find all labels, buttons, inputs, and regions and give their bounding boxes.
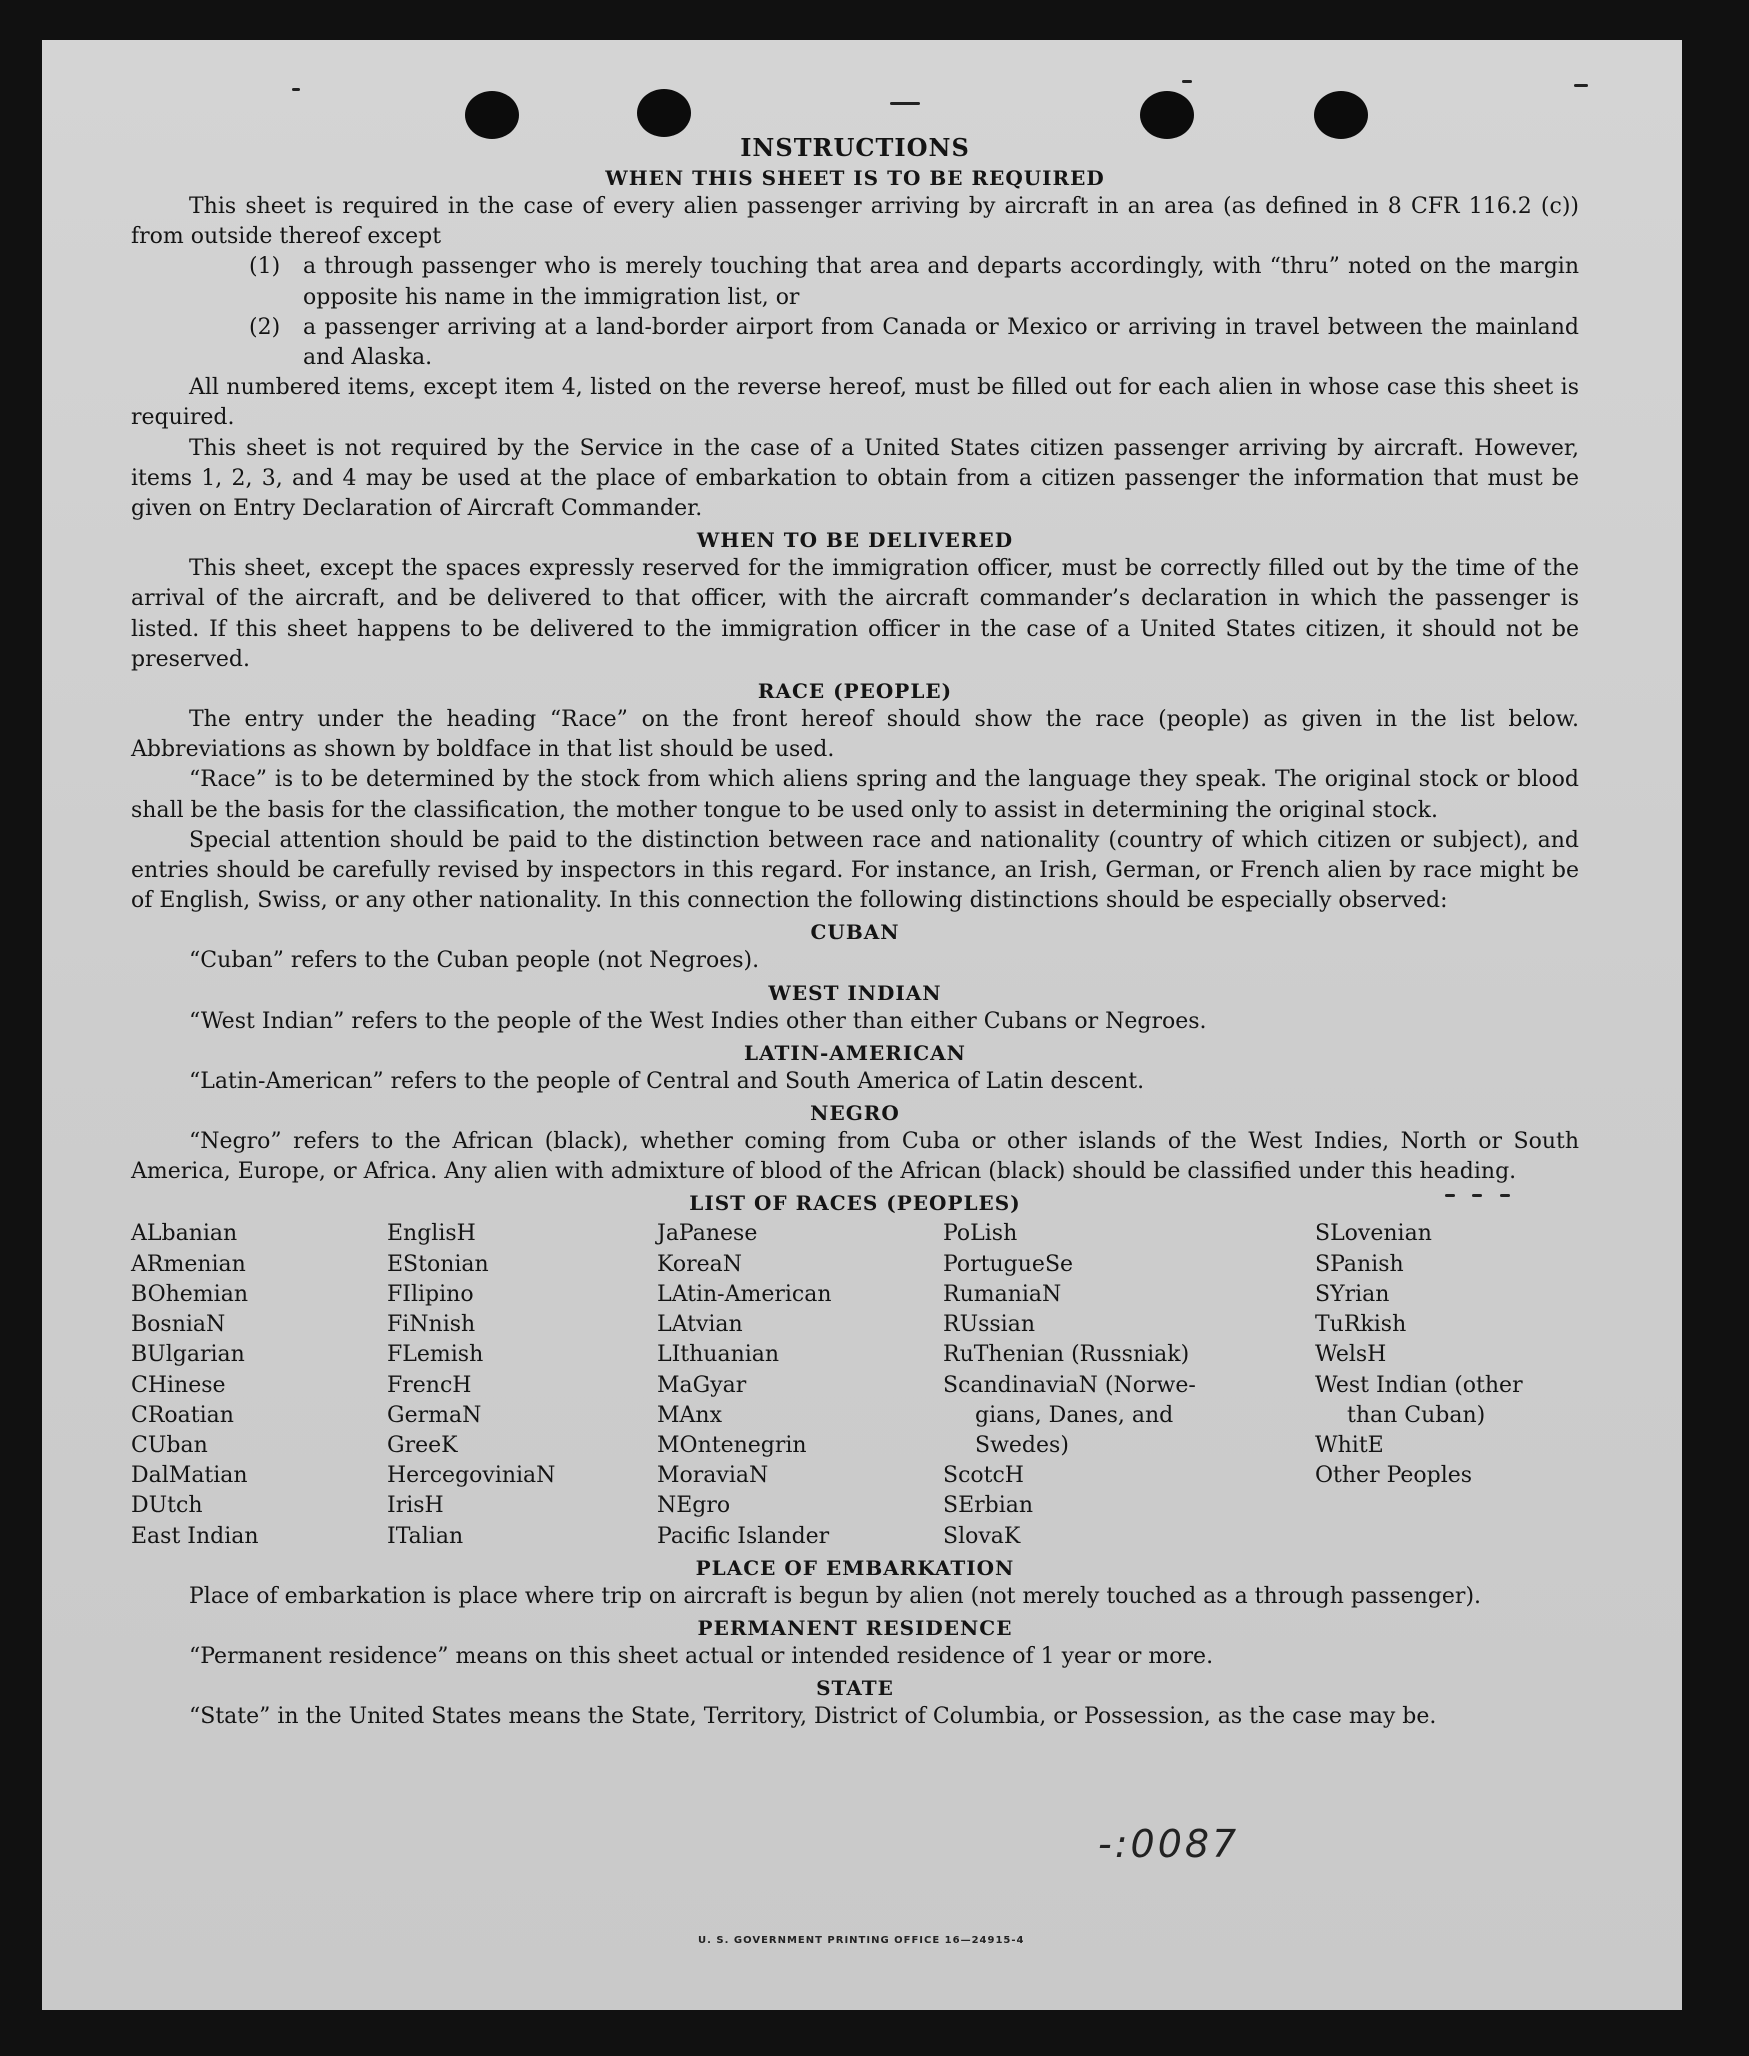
paragraph: Special attention should be paid to the distinction between race and nationality (country of which citizen or subject), and entries should be carefully revised by inspectors in this regard. For instance, an Irish, German, or French alien by race might be of English, Swiss, or any other nationality. In this connection the following distinctions should be especially observed: (131, 827, 1579, 914)
race-entry: PoLish (943, 1221, 1018, 1247)
race-entry: SPanish (1315, 1251, 1404, 1277)
race-entry: RUssian (943, 1312, 1036, 1338)
race-entry: BOhemian (131, 1281, 248, 1307)
paragraph: This sheet, except the spaces expressly reserved for the immigration officer, must be correctly filled out by the time of the arrival of the aircraft, and be delivered to that officer, with the aircraft commander’s declaration in which the passenger is listed. If this sheet happens to be delivered to the immigration officer in the case of a United States citizen, it should not be preserved. (131, 556, 1579, 672)
race-entry: CRoatian (131, 1402, 234, 1428)
item-number: (1) (249, 254, 281, 280)
race-entry-continued: than Cuban) (1347, 1402, 1486, 1428)
race-entry: ITalian (387, 1523, 464, 1549)
section-heading-permanent-residence: PERMANENT RESIDENCE (697, 1615, 1013, 1640)
speck (890, 102, 920, 105)
race-entry: FLemish (387, 1342, 484, 1368)
handwritten-number: -:0087 (1098, 1822, 1240, 1866)
race-entry: JaPanese (657, 1221, 758, 1247)
races-column (131, 1219, 387, 1551)
paragraph: “Race” is to be determined by the stock from which aliens spring and the language they speak. The original stock or blood shall be the basis for the classification, the mother tongue to be used only to assist in determining the original stock. (131, 767, 1579, 823)
section-heading-west-indian: WEST INDIAN (768, 980, 942, 1005)
race-entry: FiNnish (387, 1312, 476, 1338)
races-column (387, 1219, 657, 1551)
race-entry: WelsH (1315, 1342, 1387, 1368)
race-entry: CUban (131, 1432, 208, 1458)
race-entry: SLovenian (1315, 1221, 1432, 1247)
race-entry: MAnx (657, 1402, 722, 1428)
section-heading-required: WHEN THIS SHEET IS TO BE REQUIRED (605, 166, 1105, 190)
section-heading-race: RACE (PEOPLE) (757, 679, 953, 704)
race-entry: SErbian (943, 1493, 1034, 1519)
race-entry: NEgro (657, 1493, 731, 1519)
races-column (943, 1219, 1315, 1551)
race-entry: FIlipino (387, 1281, 474, 1307)
paragraph: “Permanent residence” means on this sheet actual or intended residence of 1 year or more. (189, 1643, 1214, 1669)
race-entry: DUtch (131, 1493, 203, 1519)
race-entry: DalMatian (131, 1463, 248, 1489)
punch-hole (1314, 91, 1368, 139)
race-entry: MoraviaN (657, 1463, 769, 1489)
section-heading-embarkation: PLACE OF EMBARKATION (695, 1555, 1015, 1580)
list-item (249, 313, 1579, 373)
punch-hole (1140, 91, 1194, 139)
list-item (249, 252, 1579, 312)
race-entry: WhitE (1315, 1432, 1384, 1458)
paragraph: “Negro” refers to the African (black), whether coming from Cuba or other islands of the West Indies, North or South America, Europe, or Africa. Any alien with admixture of blood of the African (black) should be classified under this heading. (131, 1129, 1579, 1185)
definition-text: “Latin-American” refers to the people of Central and South America of Latin descent. (189, 1068, 1145, 1094)
race-entry: SYrian (1315, 1281, 1390, 1307)
printing-office-footer: U. S. GOVERNMENT PRINTING OFFICE 16—24915-4 (698, 1935, 1025, 1946)
race-entry: KoreaN (657, 1251, 742, 1277)
race-entry: IrisH (387, 1493, 444, 1519)
race-entry-continued: Swedes) (975, 1432, 1069, 1458)
punch-hole (465, 91, 519, 139)
race-entry-continued: gians, Danes, and (975, 1402, 1174, 1428)
item-text: a passenger arriving at a land-border airport from Canada or Mexico or arriving in travel between the mainland and Alaska. (303, 314, 1579, 371)
race-entry: ARmenian (131, 1251, 246, 1277)
race-entry: BosniaN (131, 1312, 226, 1338)
section-heading-state: STATE (816, 1676, 894, 1701)
punch-hole (637, 89, 691, 137)
race-entry: East Indian (131, 1523, 259, 1549)
speck (292, 88, 300, 91)
page-title: INSTRUCTIONS (740, 133, 970, 162)
race-entry: Other Peoples (1315, 1463, 1473, 1489)
race-entry: MOntenegrin (657, 1432, 807, 1458)
item-number: (2) (249, 314, 281, 340)
race-entry: Pacific Islander (657, 1523, 830, 1549)
section-heading-negro: NEGRO (810, 1101, 900, 1126)
paragraph: This sheet is required in the case of every alien passenger arriving by aircraft in an area (as defined in 8 CFR 116.2 (c)) from outside thereof except (131, 194, 1579, 250)
item-text: a through passenger who is merely touching that area and departs accordingly, with “thru” noted on the margin opposite his name in the immigration list, or (303, 254, 1579, 310)
section-heading-cuban: CUBAN (810, 920, 900, 945)
races-list (131, 1219, 1579, 1551)
section-heading-list-of-races: LIST OF RACES (PEOPLES) (689, 1191, 1021, 1216)
race-entry: ALbanian (131, 1221, 238, 1247)
race-entry: LAtin-American (657, 1281, 832, 1307)
races-column (657, 1219, 943, 1551)
speck (1574, 84, 1588, 87)
race-entry: HercegoviniaN (387, 1463, 556, 1489)
race-entry: GreeK (387, 1432, 458, 1458)
speck (1182, 80, 1192, 83)
race-entry: RuThenian (Russniak) (943, 1342, 1190, 1368)
race-entry: RumaniaN (943, 1281, 1062, 1307)
race-entry: FrencH (387, 1372, 472, 1398)
instructions-body (131, 134, 1579, 1732)
definition-text: “Cuban” refers to the Cuban people (not Negroes). (189, 948, 760, 974)
race-entry: BUlgarian (131, 1342, 245, 1368)
race-entry: MaGyar (657, 1372, 747, 1398)
race-entry: CHinese (131, 1372, 226, 1398)
race-entry: ScotcH (943, 1463, 1024, 1489)
race-entry: GermaN (387, 1402, 482, 1428)
race-entry: SlovaK (943, 1523, 1021, 1549)
races-column (1315, 1219, 1579, 1551)
race-entry: PortugueSe (943, 1251, 1074, 1277)
paragraph: “State” in the United States means the State, Territory, District of Columbia, or Possession, as the case may be. (189, 1704, 1437, 1730)
race-entry: EnglisH (387, 1221, 476, 1247)
paragraph: The entry under the heading “Race” on the front hereof should show the race (people) as given in the list below. Abbreviations as shown by boldface in that list should be used. (131, 707, 1579, 763)
section-heading-delivered: WHEN TO BE DELIVERED (696, 528, 1014, 553)
paragraph: This sheet is not required by the Service in the case of a United States citizen passenger arriving by aircraft. However, items 1, 2, 3, and 4 may be used at the place of embarkation to obtain from a citizen passenger the information that must be given on Entry Declaration of Aircraft Commander. (131, 435, 1579, 522)
section-heading-latin-american: LATIN-AMERICAN (744, 1040, 966, 1065)
paragraph: Place of embarkation is place where trip on aircraft is begun by alien (not merely touched as a through passenger). (189, 1583, 1482, 1609)
race-entry: ScandinaviaN (Norwe- (943, 1372, 1196, 1398)
race-entry: LIthuanian (657, 1342, 780, 1368)
race-entry: EStonian (387, 1251, 489, 1277)
paragraph: All numbered items, except item 4, listed on the reverse hereof, must be filled out for each alien in whose case this sheet is required. (131, 375, 1579, 431)
definition-text: “West Indian” refers to the people of the West Indies other than either Cubans or Negroes. (189, 1008, 1207, 1034)
race-entry: TuRkish (1315, 1312, 1407, 1338)
race-entry: West Indian (other (1315, 1372, 1523, 1398)
race-entry: LAtvian (657, 1312, 743, 1338)
